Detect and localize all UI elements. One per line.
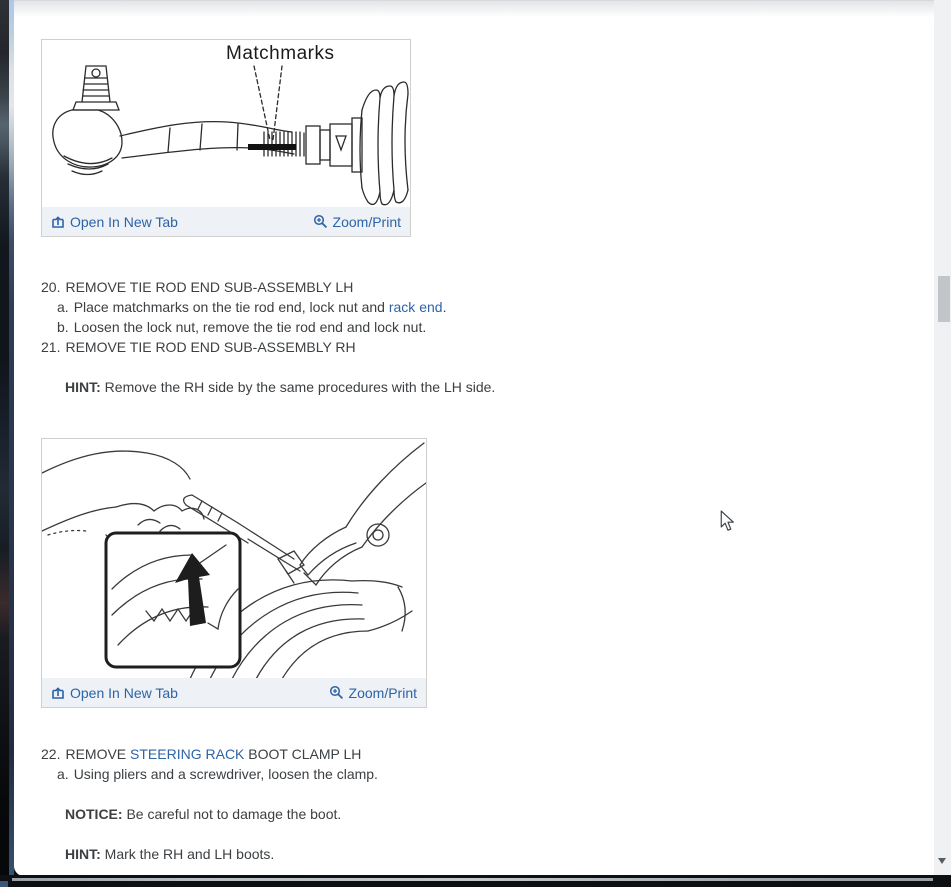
tie-rod-illustration <box>42 40 410 209</box>
matchmark-bar <box>248 144 296 150</box>
figure-tie-rod-matchmarks <box>41 39 411 237</box>
hint-text: Remove the RH side by the same procedures with the LH side. <box>100 379 496 395</box>
step-22a-letter: a. <box>57 766 69 782</box>
boot-clamp-illustration <box>42 439 426 680</box>
background-photo-left-edge <box>0 0 9 887</box>
figure2-open-in-new-tab-link[interactable] <box>51 685 178 701</box>
step-20b-text: Loosen the lock nut, remove the tie rod end and lock nut. <box>73 319 427 335</box>
boot-clamp-line-art <box>42 439 426 680</box>
step-20a-text-end: . <box>442 299 447 315</box>
step-22-text: REMOVE <box>65 746 131 762</box>
horizontal-scrollbar-thumb[interactable] <box>12 878 933 881</box>
tie-rod-line-art <box>42 40 410 209</box>
open-in-new-tab-icon <box>51 215 65 229</box>
hint-22-line <box>65 844 681 864</box>
procedure-step-22 <box>41 744 681 864</box>
step-22a-line <box>57 764 681 784</box>
hint-text: Mark the RH and LH boots. <box>100 846 275 862</box>
hint-label: HINT: <box>65 846 101 862</box>
figure2-zoom-print-link[interactable] <box>329 685 417 701</box>
step-20b-line <box>57 317 681 337</box>
step-22-number: 22. <box>41 746 61 762</box>
step-21-number: 21. <box>41 339 61 355</box>
steering-rack-link[interactable]: STEERING RACK <box>130 746 245 762</box>
step-22a-text: Using pliers and a screwdriver, loosen the clamp. <box>73 766 378 782</box>
step-20b-letter: b. <box>57 319 69 335</box>
figure-caption-matchmarks: Matchmarks <box>226 43 335 64</box>
figure2-zoom-label: Zoom/Print <box>348 684 417 701</box>
hint-label: HINT: <box>65 379 101 395</box>
step-21-title: REMOVE TIE ROD END SUB-ASSEMBLY RH <box>65 339 356 355</box>
notice-22-line <box>65 804 681 824</box>
hint-21-line <box>65 377 681 397</box>
mouse-cursor-icon <box>717 510 737 532</box>
figure-boot-clamp <box>41 438 427 708</box>
zoom-in-icon <box>313 214 328 229</box>
content-card <box>14 0 934 876</box>
step-20-title: REMOVE TIE ROD END SUB-ASSEMBLY LH <box>65 279 354 295</box>
step-22-text-end: BOOT CLAMP LH <box>244 746 362 762</box>
figure1-zoom-label: Zoom/Print <box>332 213 401 230</box>
figure1-open-in-new-tab-link[interactable] <box>51 214 178 230</box>
figure2-open-label: Open In New Tab <box>70 684 178 701</box>
step-20a-letter: a. <box>57 299 69 315</box>
background-photo-bottom-fragment <box>0 881 8 887</box>
procedure-steps-20-21 <box>41 277 681 397</box>
figure1-zoom-print-link[interactable] <box>313 214 401 230</box>
notice-label: NOTICE: <box>65 806 123 822</box>
spacer <box>41 824 681 844</box>
bottom-horizontal-scrollbar[interactable] <box>0 875 951 887</box>
spacer <box>41 357 681 377</box>
step-20-number: 20. <box>41 279 61 295</box>
zoom-in-icon <box>329 685 344 700</box>
scroll-down-arrow-icon[interactable] <box>938 858 946 864</box>
top-scroll-shadow <box>14 0 934 17</box>
step-20a-text: Place matchmarks on the tie rod end, lock nut and <box>73 299 389 315</box>
step-20-line <box>41 277 681 297</box>
step-22-line <box>41 744 681 764</box>
rack-end-link[interactable]: rack end <box>388 299 443 315</box>
step-20a-line <box>57 297 681 317</box>
vertical-scrollbar-thumb[interactable] <box>938 276 950 322</box>
figure1-toolbar <box>42 207 410 236</box>
vertical-scrollbar[interactable] <box>934 0 951 875</box>
figure2-toolbar <box>42 678 426 707</box>
open-in-new-tab-icon <box>51 686 65 700</box>
step-21-line <box>41 337 681 357</box>
spacer <box>41 784 681 804</box>
notice-text: Be careful not to damage the boot. <box>122 806 342 822</box>
figure1-open-label: Open In New Tab <box>70 213 178 230</box>
